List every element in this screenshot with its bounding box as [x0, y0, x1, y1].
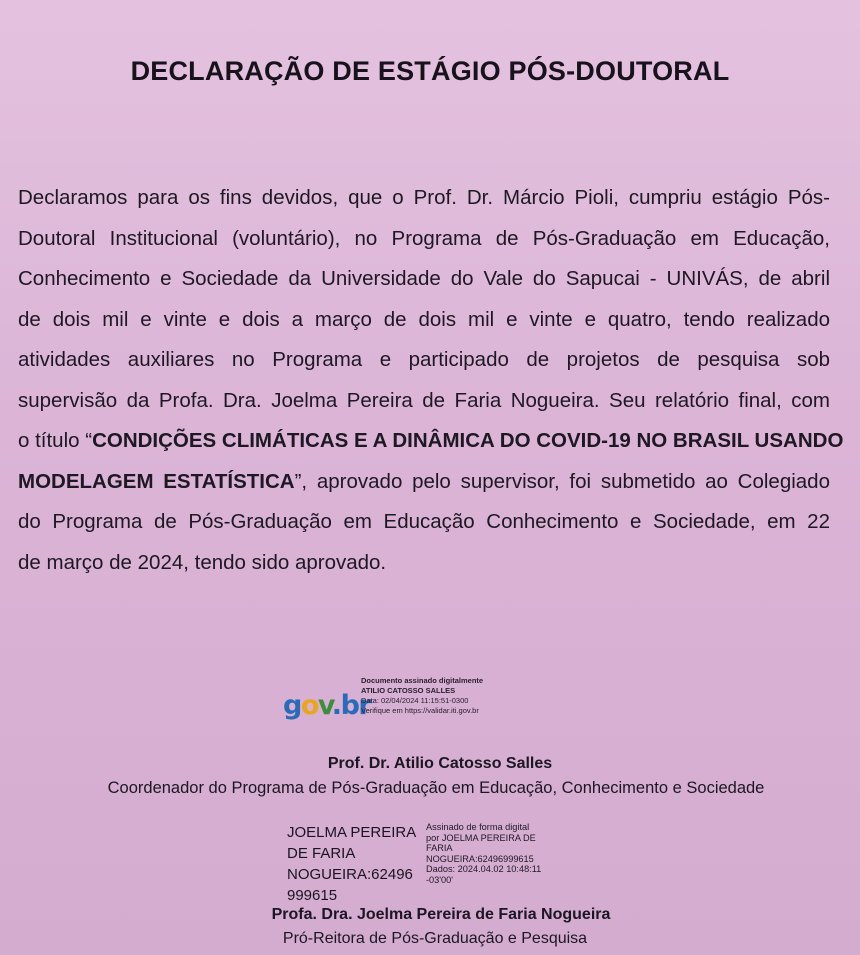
declaration-body — [18, 178, 844, 583]
digital-signature-details — [426, 822, 541, 886]
digital-signature-detail-line: -03'00' — [426, 874, 454, 885]
body-line-5: atividades auxiliares no Programa e participado de projetos de pesquisa sob — [18, 348, 830, 371]
body-line-4: de dois mil e vinte e dois a março de dois mil e vinte e quatro, tendo realizado — [18, 307, 830, 331]
body-line-7 — [18, 421, 844, 462]
body-line-8-suffix: ”, aprovado pelo supervisor, foi submetido ao Colegiado — [294, 469, 830, 493]
body-line-3: Conhecimento e Sociedade da Universidade do Vale do Sapucai - UNIVÁS, de abril — [18, 267, 830, 290]
govbr-logo-o: o — [300, 690, 318, 721]
govbr-signature-stamp — [283, 676, 563, 736]
digital-signature-name-line: JOELMA PEREIRA — [287, 824, 417, 841]
digital-signature-detail-line: Assinado de forma digital — [426, 822, 530, 832]
signatory-1-role: Coordenador do Programa de Pós-Graduação em Educação, Conhecimento e Sociedade — [107, 779, 765, 797]
digital-signature-name — [287, 822, 416, 906]
body-line-9: do Programa de Pós-Graduação em Educação Conhecimento e Sociedade, em 22 — [18, 510, 830, 533]
govbr-logo-dot: . — [331, 690, 341, 721]
digital-signature-detail-line: por JOELMA PEREIRA DE — [426, 832, 536, 843]
govbr-stamp-heading: Documento assinado digitalmente — [361, 676, 484, 685]
govbr-signer-name: ATILIO CATOSSO SALLES — [361, 686, 456, 695]
digital-signature-detail-line: Dados: 2024.04.02 10:48:11 — [426, 864, 542, 875]
digital-signature-name-line: 999615 — [287, 887, 338, 904]
govbr-logo-v: v — [317, 690, 332, 721]
govbr-verify-url: Verifique em https://validar.iti.gov.br — [361, 706, 479, 715]
body-line-6: supervisão da Profa. Dra. Joelma Pereira de Faria Nogueira. Seu relatório final, com — [18, 388, 830, 412]
digital-signature-name-line: NOGUEIRA:62496 — [287, 866, 413, 883]
document-title: DECLARAÇÃO DE ESTÁGIO PÓS-DOUTORAL — [130, 56, 730, 86]
thesis-title-part-1: CONDIÇÕES CLIMÁTICAS E A DINÂMICA DO COVID-19 NO BRASIL USANDO — [92, 429, 844, 452]
digital-signature-detail-line: FARIA — [426, 843, 453, 854]
signatory-1-name: Prof. Dr. Atilio Catosso Salles — [327, 755, 553, 772]
signatory-2-role: Pró-Reitora de Pós-Graduação e Pesquisa — [282, 930, 588, 947]
body-line-7-prefix: o título “ — [18, 429, 93, 452]
govbr-logo-br: br — [340, 690, 371, 721]
body-line-10: de março de 2024, tendo sido aprovado. — [18, 550, 387, 574]
govbr-stamp-text — [361, 676, 483, 716]
digital-signature-detail-line: NOGUEIRA:62496999615 — [426, 853, 534, 864]
govbr-logo-g: g — [283, 690, 301, 721]
digital-signature-block — [287, 822, 587, 902]
body-line-8 — [18, 462, 830, 503]
signatory-2-name: Profa. Dra. Joelma Pereira de Faria Nogueira — [271, 906, 611, 923]
govbr-logo — [283, 690, 370, 721]
body-line-1: Declaramos para os fins devidos, que o Prof. Dr. Márcio Pioli, cumpriu estágio Pós- — [18, 186, 830, 209]
govbr-sign-date: Data: 02/04/2024 11:15:51-0300 — [361, 696, 469, 705]
body-line-2: Doutoral Institucional (voluntário), no Programa de Pós-Graduação em Educação, — [18, 226, 830, 250]
digital-signature-name-line: DE FARIA — [287, 845, 356, 862]
thesis-title-part-2: MODELAGEM ESTATÍSTICA — [18, 469, 295, 493]
